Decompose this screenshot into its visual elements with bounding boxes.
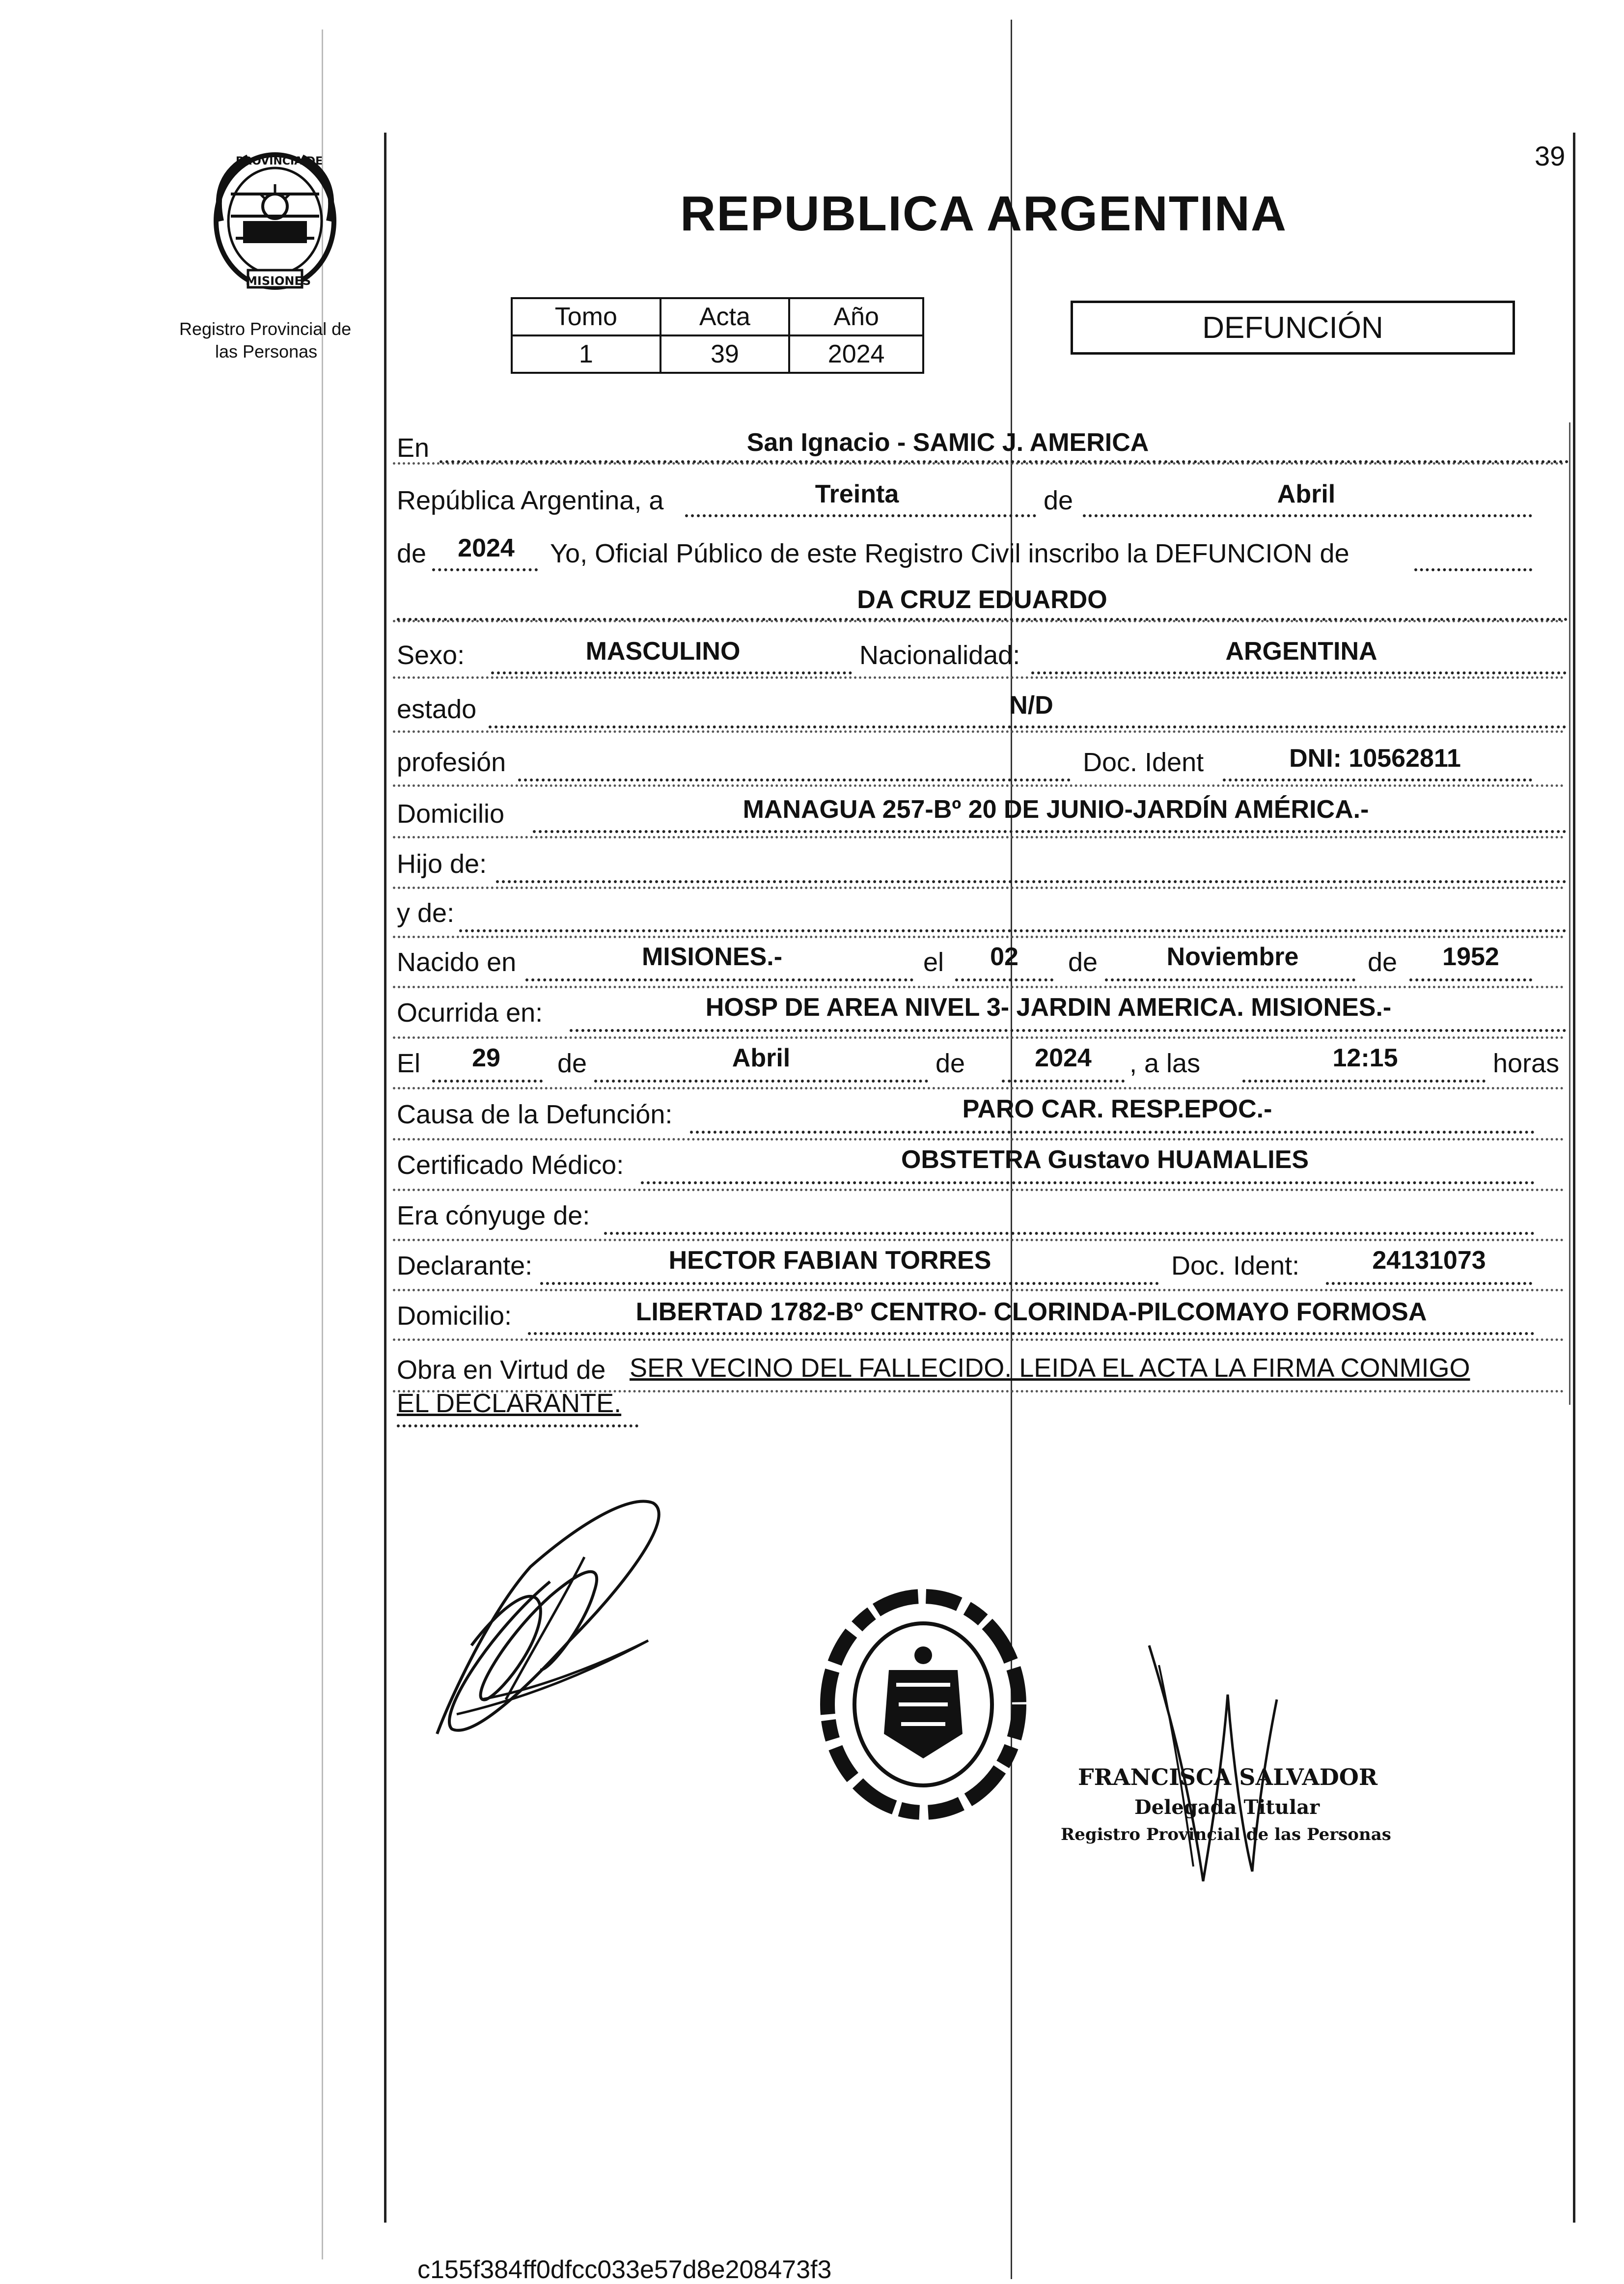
yde-dotted-line [459,929,1567,932]
birth-year-value: 1952 [1442,943,1499,971]
record-type-box [1071,301,1515,355]
page-number: 39 [1535,140,1566,171]
causa-dotted-line [690,1131,1535,1134]
row-separator [393,887,1564,889]
profesion-label: profesión [397,748,506,777]
doc2-value: 24131073 [1372,1246,1486,1275]
en-value: San Ignacio - SAMIC J. AMERICA [746,428,1149,457]
stamp-line1: FRANCISCA SALVADOR [1078,1764,1378,1790]
death-time-value: 12:15 [1332,1044,1398,1072]
left-margin-line [384,133,386,2223]
registry-name-line1: Registro Provincial de [179,319,352,339]
row-separator [393,784,1564,787]
logo-top-text: PROVINCIA DE [236,155,323,167]
death-day-value: 29 [472,1044,500,1072]
de-label: de [1044,486,1073,515]
nacido-dotted-line [525,978,913,981]
declarant-signature [422,1483,697,1758]
domicilio2-dotted-line [528,1332,1535,1335]
obra-value-line2: EL DECLARANTE. [397,1389,622,1418]
certificado-dotted-line [641,1181,1535,1184]
registry-name-line2: las Personas [215,341,318,362]
doc2-dotted-line [1326,1282,1532,1285]
birth-month-dotted-line [1105,978,1355,981]
certificado-label: Certificado Médico: [397,1150,624,1180]
ocurrida-label: Ocurrida en: [397,998,543,1028]
day-value: Treinta [815,480,899,508]
en-label: En [397,433,430,463]
domicilio-value: MANAGUA 257-Bº 20 DE JUNIO-JARDÍN AMÉRICA.- [743,795,1369,824]
row-separator [393,1289,1564,1291]
de4-label: de [1368,947,1398,977]
doc-ident-label: Doc. Ident [1083,748,1204,777]
doc-ident-value: DNI: 10562811 [1289,744,1461,773]
de6-label: de [936,1049,965,1078]
death-time-dotted-line [1242,1080,1486,1083]
table-header-tomo: Tomo [512,298,661,335]
row-separator [393,986,1564,988]
domicilio-label: Domicilio [397,799,505,829]
republica-label: República Argentina, a [397,486,664,515]
estado-value: N/D [1009,691,1053,720]
document-hash: c155f384ff0dfcc033e57d8e208473f3 [417,2256,832,2284]
death-year-value: 2024 [1035,1044,1092,1072]
sexo-label: Sexo: [397,641,465,670]
ocurrida-dotted-line [570,1029,1567,1032]
table-value-tomo: 1 [512,335,661,373]
alas-label: , a las [1129,1049,1201,1078]
de2-label: de [397,539,427,568]
row-separator [393,676,1564,679]
estado-dotted-line [489,725,1567,728]
el-label: el [923,947,944,977]
registrar-signature [1129,1636,1287,1891]
table-value-acta: 39 [661,335,790,373]
birth-day-value: 02 [990,943,1018,971]
logo-bottom-text: MISIONES [246,274,311,288]
stamp-line3: Registro Provincial de las Personas [1061,1825,1391,1844]
official-seal [815,1587,1031,1822]
row-separator [393,1189,1564,1191]
stamp-line2: Delegada Titular [1134,1796,1320,1819]
domicilio2-value: LIBERTAD 1782-Bº CENTRO- CLORINDA-PILCOMAYO FORMOSA [635,1298,1427,1326]
doc-ident-dotted-line [1223,779,1532,781]
table-header-row [512,298,923,335]
obra-dotted-line [397,1424,638,1427]
nacionalidad-value: ARGENTINA [1225,637,1377,666]
obra-value-line1: SER VECINO DEL FALLECIDO. LEIDA EL ACTA LA FIRMA CONMIGO [630,1353,1470,1383]
sexo-dotted-line [491,671,852,674]
table-value-row [512,335,923,373]
death-month-dotted-line [594,1080,928,1083]
record-type-label: DEFUNCIÓN [1202,310,1383,345]
month-value: Abril [1277,480,1336,508]
registrar-statement: Yo, Oficial Público de este Registro Civil inscribo la DEFUNCION de [550,539,1349,568]
row-separator [393,1239,1564,1241]
horas-label: horas [1493,1049,1560,1078]
doc2-label: Doc. Ident: [1171,1251,1300,1281]
row-separator [393,836,1564,838]
binding-line [322,29,323,2259]
de5-label: de [557,1049,587,1078]
ocurrida-value: HOSP DE AREA NIVEL 3- JARDIN AMERICA. MISIONES.- [705,993,1392,1022]
nacido-value: MISIONES.- [641,943,783,971]
row-divider-vertical [1569,422,1570,1405]
deceased-name: DA CRUZ EDUARDO [857,585,1107,614]
month-dotted-line [1083,514,1532,517]
row-separator [393,1087,1564,1089]
conyuge-dotted-line [604,1232,1535,1235]
birth-day-dotted-line [955,978,1053,981]
death-year-dotted-line [1002,1080,1125,1083]
profesion-dotted-line [518,779,1071,781]
page-title: REPUBLICA ARGENTINA [680,186,1288,241]
death-day-dotted-line [432,1080,543,1083]
name-dotted-line [397,618,1568,621]
declarante-dotted-line [540,1282,1159,1285]
row-separator [393,730,1564,733]
table-header-acta: Acta [661,298,790,335]
nacionalidad-label: Nacionalidad: [859,641,1020,670]
birth-month-value: Noviembre [1166,943,1299,971]
table-header-anio: Año [789,298,923,335]
domicilio-dotted-line [533,830,1567,833]
record-table [511,297,924,374]
el2-label: El [397,1049,421,1078]
declarante-value: HECTOR FABIAN TORRES [668,1246,991,1275]
causa-value: PARO CAR. RESP.EPOC.- [962,1095,1272,1123]
row-separator [393,1036,1564,1039]
death-month-value: Abril [732,1044,791,1072]
hijo-label: Hijo de: [397,849,487,879]
conyuge-label: Era cónyuge de: [397,1201,590,1230]
obra-label: Obra en Virtud de [397,1355,606,1385]
sexo-value: MASCULINO [585,637,741,666]
statement-dotted-line [1414,568,1532,571]
de3-label: de [1068,947,1098,977]
birth-year-dotted-line [1409,978,1532,981]
yde-label: y de: [397,898,455,928]
declarante-label: Declarante: [397,1251,533,1281]
estado-label: estado [397,695,477,724]
row-separator [393,1138,1564,1141]
nacionalidad-dotted-line [1031,671,1567,674]
year-dotted-line [432,568,538,571]
causa-label: Causa de la Defunción: [397,1100,673,1129]
day-dotted-line [685,514,1036,517]
en-dotted-line [440,460,1569,463]
row-separator [393,1338,1564,1341]
nacido-label: Nacido en [397,947,517,977]
domicilio2-label: Domicilio: [397,1301,512,1331]
right-margin-line [1573,133,1575,2223]
row-separator [393,936,1564,938]
year-value: 2024 [458,534,515,562]
table-value-anio: 2024 [789,335,923,373]
hijo-dotted-line [496,880,1567,883]
certificado-value: OBSTETRA Gustavo HUAMALIES [901,1145,1309,1174]
